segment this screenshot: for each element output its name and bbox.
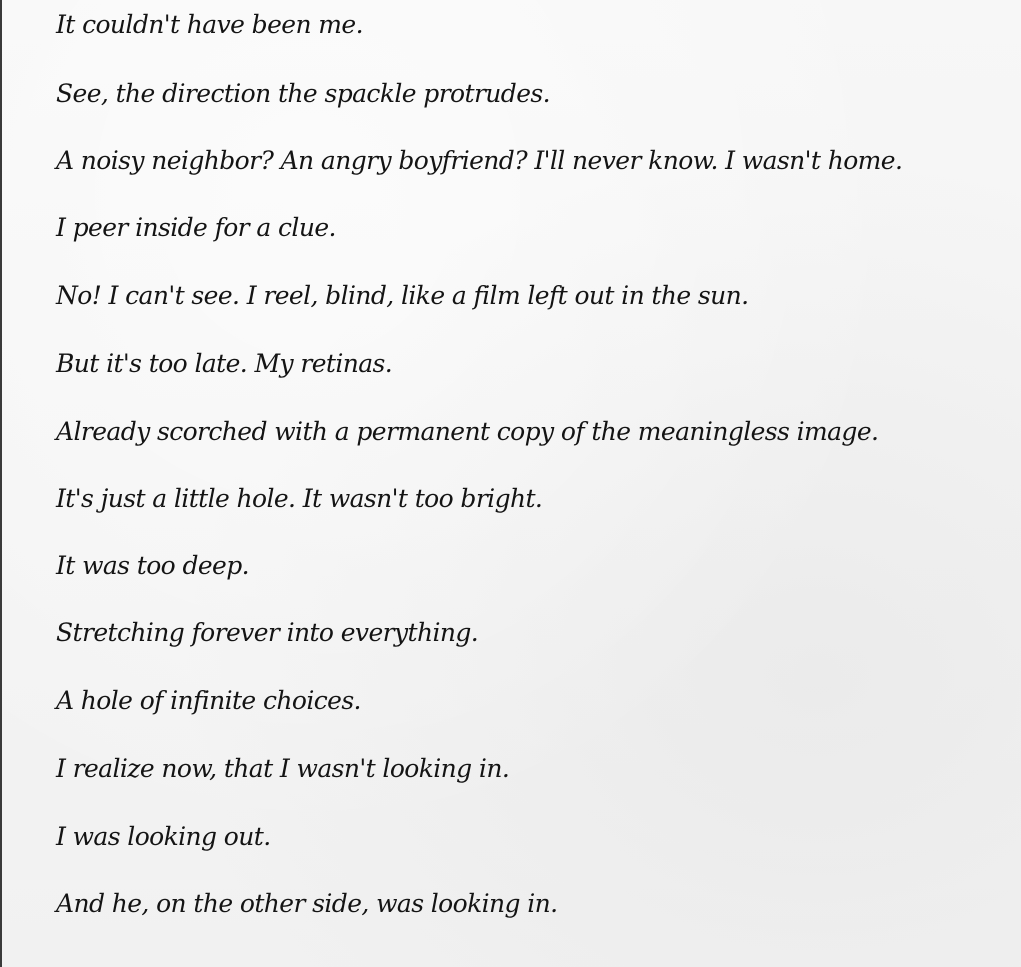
poem-line-7: Already scorched with a permanent copy of the meaningless image.	[56, 417, 879, 446]
poem-line-1: It couldn't have been me.	[56, 10, 363, 39]
poem-line-11: A hole of infinite choices.	[56, 686, 361, 715]
poem-line-4: I peer inside for a clue.	[56, 213, 336, 242]
poem-line-13: I was looking out.	[56, 822, 271, 851]
poem-line-6: But it's too late. My retinas.	[56, 349, 393, 378]
poem-line-5: No! I can't see. I reel, blind, like a film left out in the sun.	[56, 281, 749, 310]
poem-line-10: Stretching forever into everything.	[56, 618, 479, 647]
poem-line-8: It's just a little hole. It wasn't too bright.	[56, 484, 543, 513]
poem-line-3: A noisy neighbor? An angry boyfriend? I'll never know. I wasn't home.	[56, 146, 903, 175]
poem-line-14: And he, on the other side, was looking in.	[56, 889, 558, 918]
poem-line-12: I realize now, that I wasn't looking in.	[56, 754, 510, 783]
poem-line-9: It was too deep.	[56, 551, 249, 580]
poem-line-2: See, the direction the spackle protrudes.	[56, 79, 550, 108]
